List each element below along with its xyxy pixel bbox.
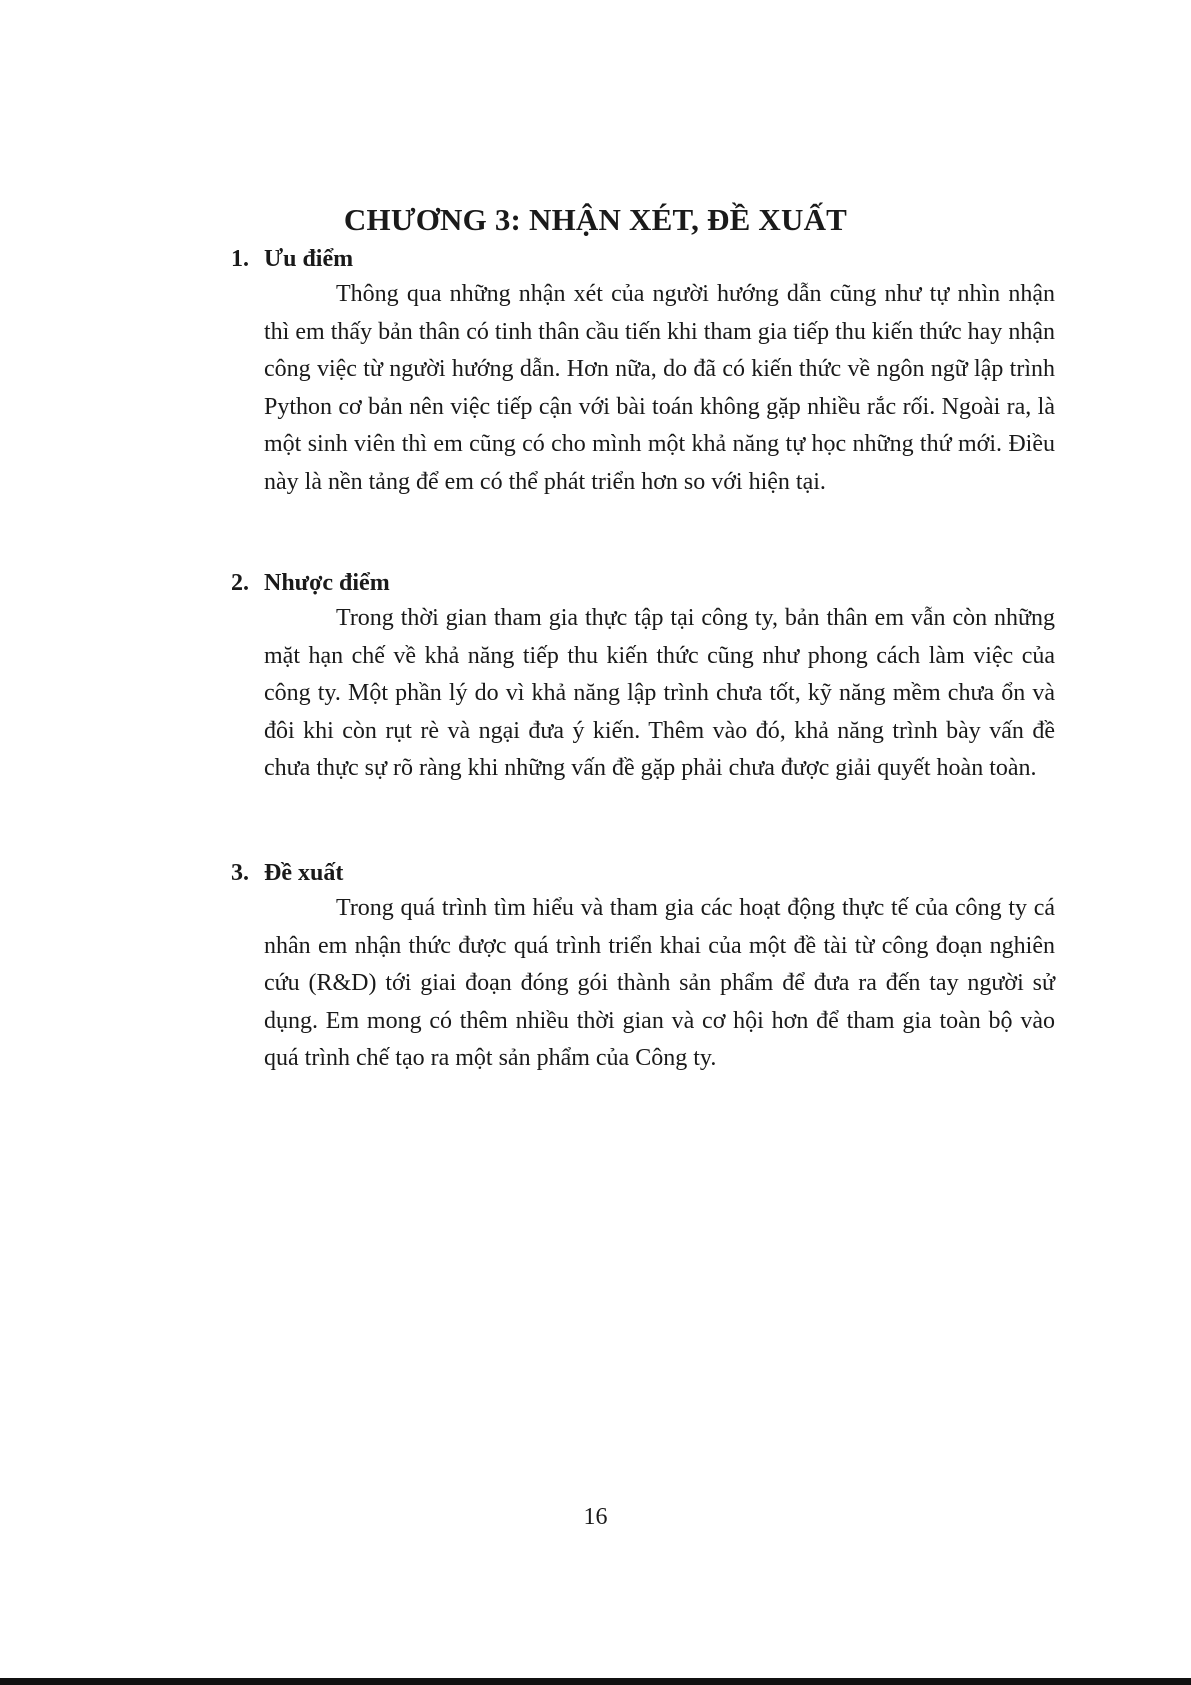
section-number: 3. <box>231 860 249 886</box>
page-number: 16 <box>583 1504 608 1530</box>
section-heading-text: Nhược điểm <box>264 570 390 596</box>
section-heading <box>231 856 343 890</box>
section-body: Trong quá trình tìm hiểu và tham gia các hoạt động thực tế của công ty cá nhân em nhận thức được quá trình triển khai của một đề tài từ công đoạn nghiên cứu (R&D) tới giai đoạn đóng gói thành sản phẩm để đưa ra đến tay người sử dụng. Em mong có thêm nhiều thời gian và cơ hội hơn để tham gia toàn bộ vào quá trình chế tạo ra một sản phẩm của Công ty. <box>264 895 1055 1072</box>
section-body: Trong thời gian tham gia thực tập tại công ty, bản thân em vẫn còn những mặt hạn chế về khả năng tiếp thu kiến thức cũng như phong cách làm việc của công ty. Một phần lý do vì khả năng lập trình chưa tốt, kỹ năng mềm chưa ổn và đôi khi còn rụt rè và ngại đưa ý kiến. Thêm vào đó, khả năng trình bày vấn đề chưa thực sự rõ ràng khi những vấn đề gặp phải chưa được giải quyết hoàn toàn. <box>264 605 1055 782</box>
section-heading-text: Ưu điểm <box>264 246 354 272</box>
page-bottom-border <box>0 1678 1191 1685</box>
section-heading-text: Đề xuất <box>264 860 344 886</box>
section-heading <box>231 566 390 600</box>
section-number: 1. <box>231 246 249 272</box>
section-body: Thông qua những nhận xét của người hướng dẫn cũng như tự nhìn nhận thì em thấy bản thân có tinh thân cầu tiến khi tham gia tiếp thu kiến thức hay nhận công việc từ người hướng dẫn. Hơn nữa, do đã có kiến thức về ngôn ngữ lập trình Python cơ bản nên việc tiếp cận với bài toán không gặp nhiều rắc rối. Ngoài ra, là một sinh viên thì em cũng có cho mình một khả năng tự học những thứ mới. Điều này là nền tảng để em có thể phát triển hơn so với hiện tại. <box>264 281 1055 495</box>
chapter-title: CHƯƠNG 3: NHẬN XÉT, ĐỀ XUẤT <box>343 202 848 237</box>
section-heading <box>231 242 353 276</box>
section-number: 2. <box>231 570 249 596</box>
